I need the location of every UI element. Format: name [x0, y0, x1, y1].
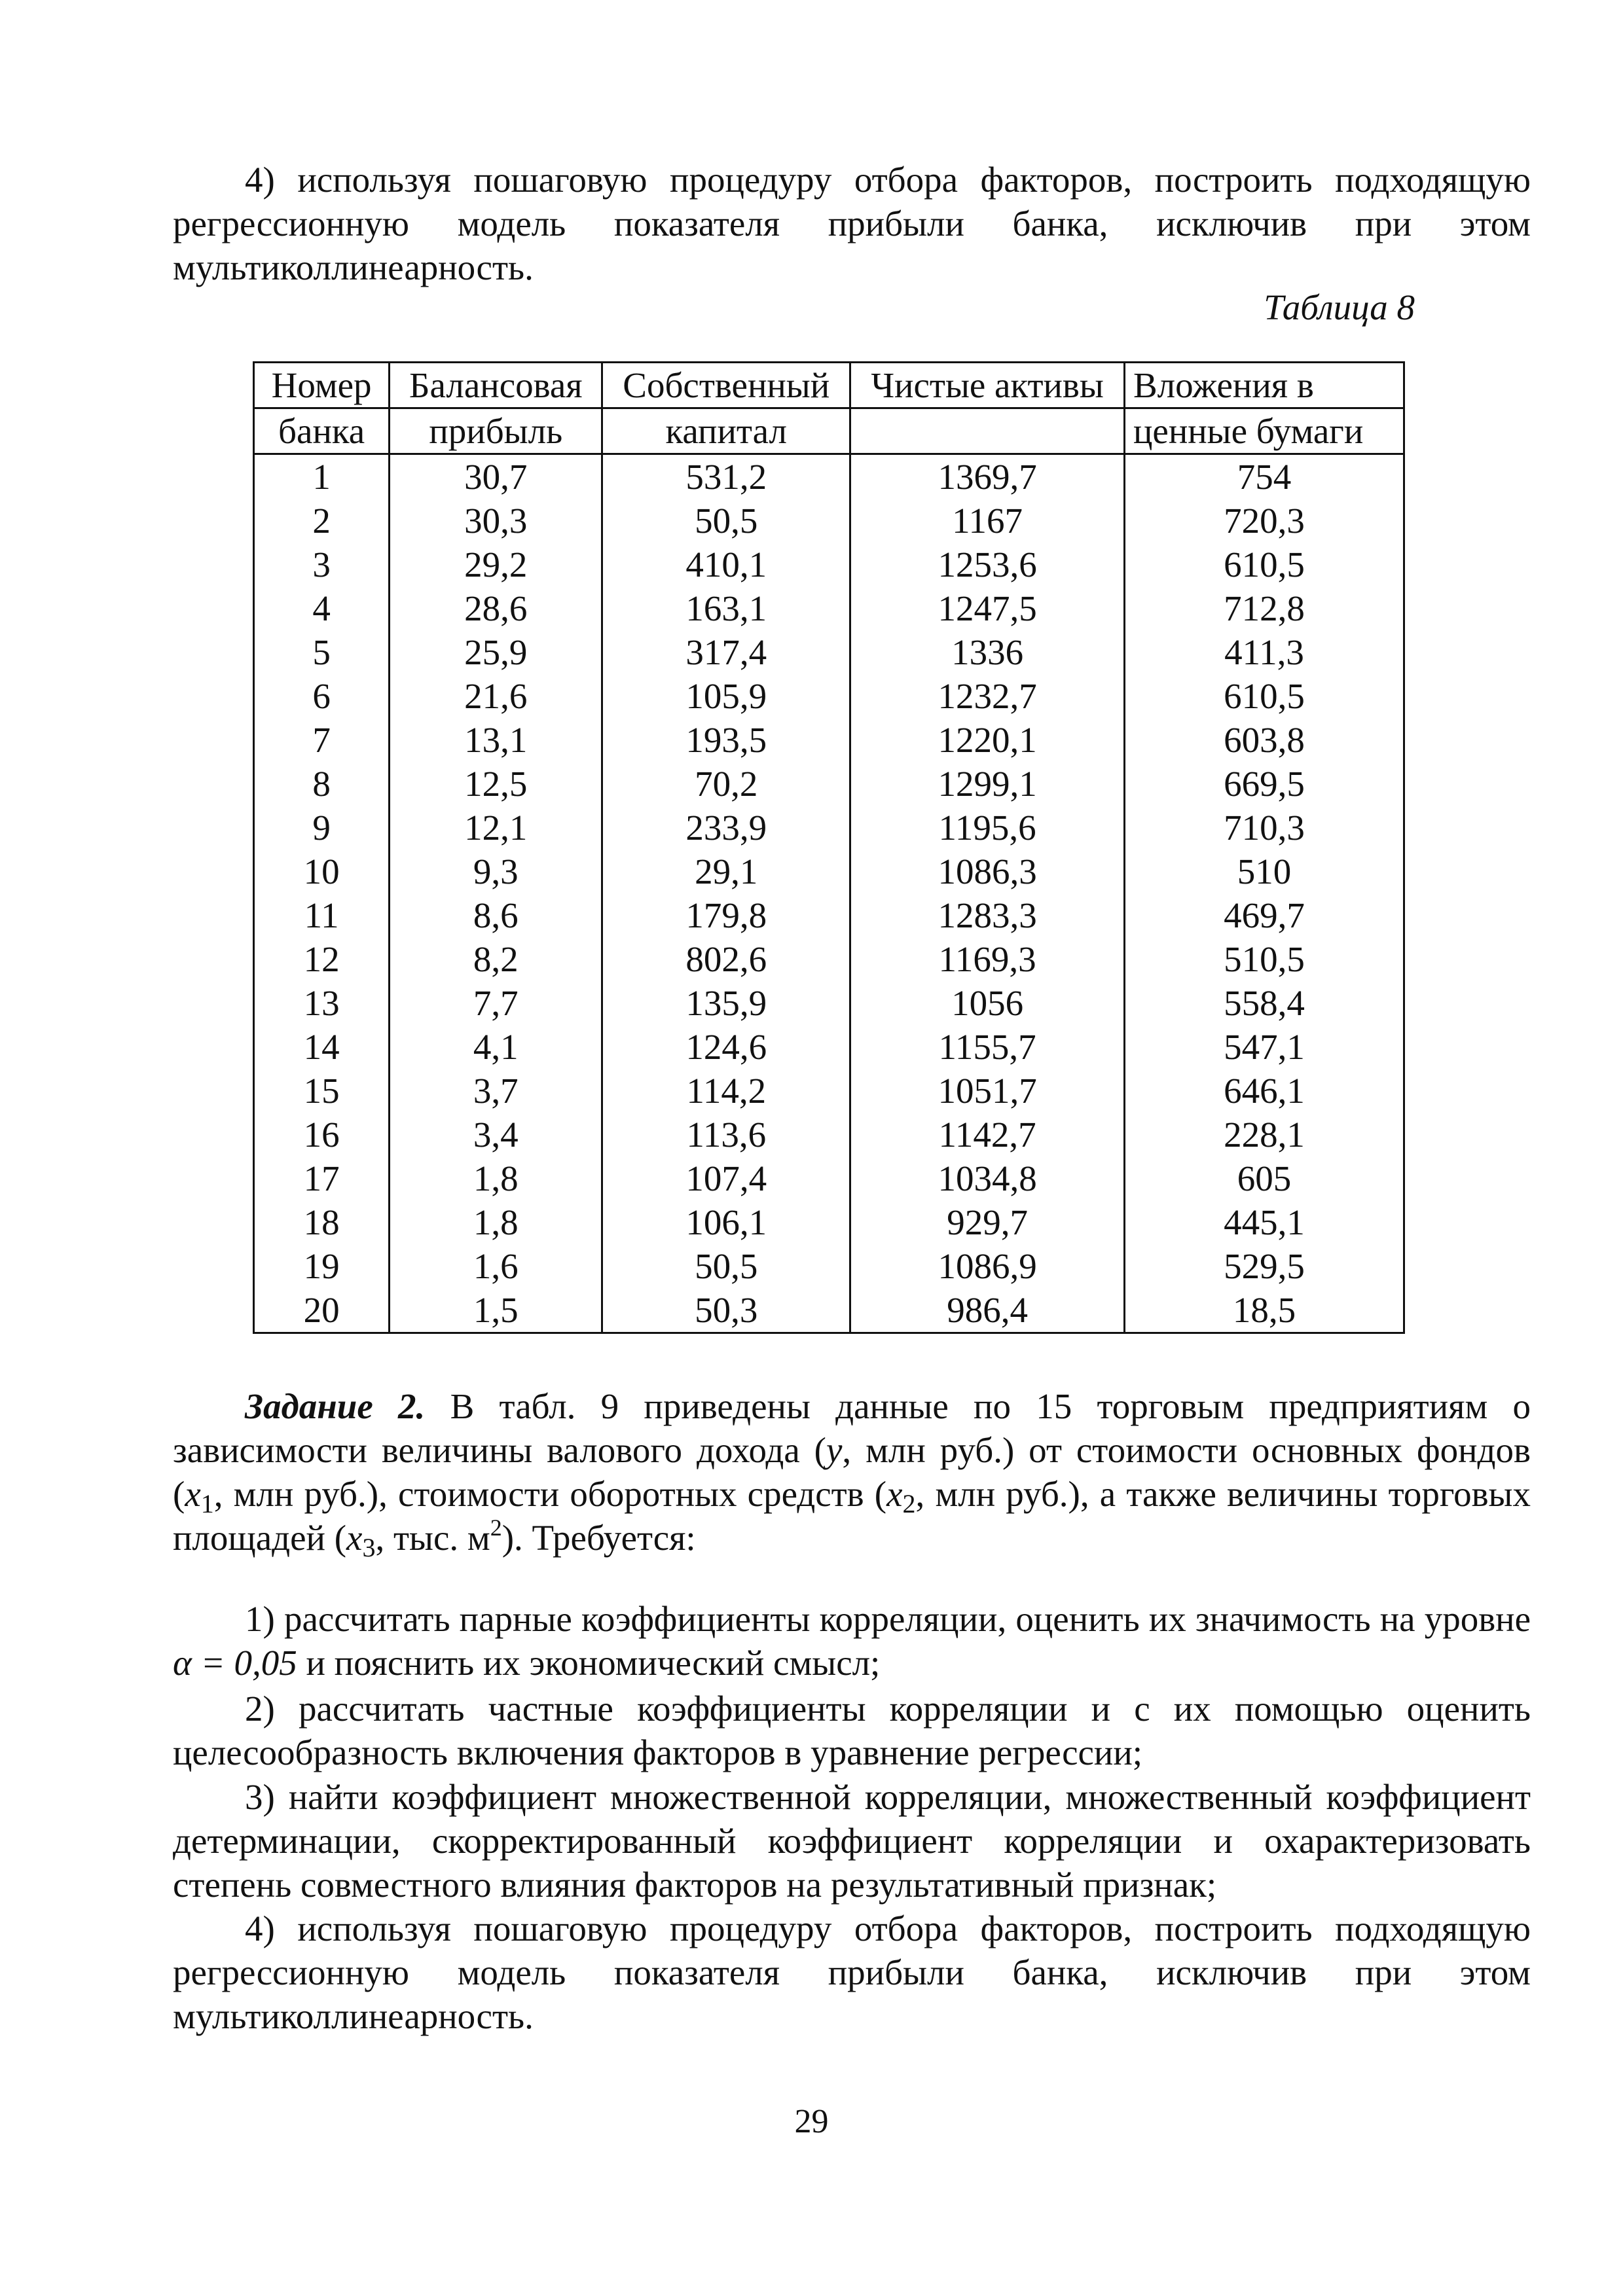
- cell-bank-number: 15: [254, 1069, 390, 1113]
- cell-own-capital: 107,4: [602, 1157, 850, 1200]
- intro-number: 4): [245, 160, 275, 200]
- cell-own-capital: 410,1: [602, 543, 850, 586]
- cell-bank-number: 14: [254, 1025, 390, 1069]
- cell-net-assets: 1056: [850, 981, 1125, 1025]
- cell-securities: 710,3: [1124, 806, 1404, 850]
- var-y: y: [826, 1430, 843, 1470]
- cell-net-assets: 1155,7: [850, 1025, 1125, 1069]
- cell-own-capital: 70,2: [602, 762, 850, 806]
- cell-own-capital: 124,6: [602, 1025, 850, 1069]
- cell-own-capital: 233,9: [602, 806, 850, 850]
- item-number: 3): [245, 1777, 275, 1817]
- cell-balance-profit: 9,3: [390, 850, 602, 893]
- cell-securities: 646,1: [1124, 1069, 1404, 1113]
- item-number: 4): [245, 1909, 275, 1948]
- cell-securities: 603,8: [1124, 718, 1404, 762]
- cell-balance-profit: 1,8: [390, 1157, 602, 1200]
- cell-own-capital: 317,4: [602, 630, 850, 674]
- header-own-capital-line2: капитал: [602, 408, 850, 454]
- alpha-value: α = 0,05: [173, 1643, 297, 1683]
- cell-net-assets: 1253,6: [850, 543, 1125, 586]
- table-row: [254, 937, 1404, 981]
- cell-bank-number: 2: [254, 499, 390, 543]
- cell-net-assets: 1369,7: [850, 454, 1125, 499]
- table-row: [254, 718, 1404, 762]
- cell-net-assets: 1283,3: [850, 893, 1125, 937]
- cell-securities: 469,7: [1124, 893, 1404, 937]
- table-row: [254, 893, 1404, 937]
- cell-securities: 558,4: [1124, 981, 1404, 1025]
- cell-own-capital: 193,5: [602, 718, 850, 762]
- cell-bank-number: 6: [254, 674, 390, 718]
- item-text: и пояснить их экономический смысл;: [297, 1643, 881, 1683]
- cell-securities: 605: [1124, 1157, 1404, 1200]
- cell-own-capital: 50,5: [602, 1244, 850, 1288]
- header-bank-number-line2: банка: [254, 408, 390, 454]
- cell-securities: 712,8: [1124, 586, 1404, 630]
- cell-own-capital: 50,5: [602, 499, 850, 543]
- cell-bank-number: 13: [254, 981, 390, 1025]
- table-row: [254, 543, 1404, 586]
- table-row: [254, 454, 1404, 499]
- cell-securities: 18,5: [1124, 1288, 1404, 1333]
- cell-own-capital: 105,9: [602, 674, 850, 718]
- header-securities: Вложения в: [1124, 363, 1404, 408]
- table-row: [254, 1025, 1404, 1069]
- unit-sup: 2: [490, 1515, 502, 1541]
- cell-bank-number: 19: [254, 1244, 390, 1288]
- cell-balance-profit: 8,6: [390, 893, 602, 937]
- cell-bank-number: 20: [254, 1288, 390, 1333]
- table-row: [254, 981, 1404, 1025]
- table-row: [254, 850, 1404, 893]
- header-securities-line2: ценные бумаги: [1124, 408, 1404, 454]
- cell-balance-profit: 12,5: [390, 762, 602, 806]
- header-own-capital: Собственный: [602, 363, 850, 408]
- table-row: [254, 762, 1404, 806]
- cell-own-capital: 106,1: [602, 1200, 850, 1244]
- cell-net-assets: 1051,7: [850, 1069, 1125, 1113]
- cell-own-capital: 114,2: [602, 1069, 850, 1113]
- task2-item-2: [173, 1687, 1531, 1774]
- page-number: 29: [794, 2103, 829, 2140]
- task2-item-4: [173, 1907, 1531, 2038]
- cell-own-capital: 50,3: [602, 1288, 850, 1333]
- cell-own-capital: 135,9: [602, 981, 850, 1025]
- cell-own-capital: 802,6: [602, 937, 850, 981]
- table-header-row: [254, 363, 1404, 408]
- item-number: 2): [245, 1689, 275, 1729]
- cell-securities: 720,3: [1124, 499, 1404, 543]
- item-number: 1): [245, 1599, 275, 1639]
- cell-own-capital: 163,1: [602, 586, 850, 630]
- table-row: [254, 674, 1404, 718]
- var-x3: x: [346, 1518, 363, 1558]
- cell-own-capital: 29,1: [602, 850, 850, 893]
- cell-securities: 228,1: [1124, 1113, 1404, 1157]
- cell-balance-profit: 3,7: [390, 1069, 602, 1113]
- cell-net-assets: 1167: [850, 499, 1125, 543]
- cell-bank-number: 11: [254, 893, 390, 937]
- header-net-assets: Чистые активы: [850, 363, 1125, 408]
- cell-net-assets: 986,4: [850, 1288, 1125, 1333]
- cell-net-assets: 1232,7: [850, 674, 1125, 718]
- cell-own-capital: 179,8: [602, 893, 850, 937]
- table-row: [254, 806, 1404, 850]
- table-row: [254, 1288, 1404, 1333]
- var-x2: x: [886, 1474, 903, 1514]
- cell-securities: 610,5: [1124, 674, 1404, 718]
- task2-text: , млн руб.), а также величины торговых площадей (: [173, 1474, 1531, 1558]
- cell-balance-profit: 25,9: [390, 630, 602, 674]
- cell-balance-profit: 3,4: [390, 1113, 602, 1157]
- table-row: [254, 1244, 1404, 1288]
- item-text: найти коэффициент множественной корреляции, множественный коэффициент детерминации, скорректированный коэффициент корреляции и охарактеризовать степень совместного влияния факторов на результативный признак;: [173, 1777, 1531, 1905]
- cell-net-assets: 1247,5: [850, 586, 1125, 630]
- cell-bank-number: 18: [254, 1200, 390, 1244]
- table-row: [254, 1069, 1404, 1113]
- task2-intro: [173, 1384, 1531, 1560]
- cell-net-assets: 1034,8: [850, 1157, 1125, 1200]
- task2-item-3: [173, 1775, 1531, 1907]
- cell-bank-number: 4: [254, 586, 390, 630]
- cell-balance-profit: 1,5: [390, 1288, 602, 1333]
- task2-text: ). Требуется:: [501, 1518, 696, 1558]
- task2-text: , млн руб.) от стоимости основных фондов (: [173, 1430, 1531, 1514]
- cell-securities: 754: [1124, 454, 1404, 499]
- var-x2-sub: 2: [902, 1489, 916, 1518]
- cell-balance-profit: 13,1: [390, 718, 602, 762]
- cell-balance-profit: 30,7: [390, 454, 602, 499]
- cell-securities: 510: [1124, 850, 1404, 893]
- cell-net-assets: 929,7: [850, 1200, 1125, 1244]
- table-row: [254, 1157, 1404, 1200]
- cell-bank-number: 17: [254, 1157, 390, 1200]
- cell-net-assets: 1195,6: [850, 806, 1125, 850]
- cell-balance-profit: 28,6: [390, 586, 602, 630]
- cell-balance-profit: 1,8: [390, 1200, 602, 1244]
- item-text: рассчитать парные коэффициенты корреляции, оценить их значимость на уровне: [283, 1599, 1531, 1639]
- cell-bank-number: 3: [254, 543, 390, 586]
- table-row: [254, 586, 1404, 630]
- task2-title: Задание 2.: [245, 1386, 426, 1426]
- table-header-row: [254, 408, 1404, 454]
- cell-securities: 610,5: [1124, 543, 1404, 586]
- cell-net-assets: 1336: [850, 630, 1125, 674]
- cell-bank-number: 7: [254, 718, 390, 762]
- cell-securities: 547,1: [1124, 1025, 1404, 1069]
- table-row: [254, 499, 1404, 543]
- cell-bank-number: 9: [254, 806, 390, 850]
- cell-bank-number: 12: [254, 937, 390, 981]
- cell-bank-number: 1: [254, 454, 390, 499]
- bank-data-table: [253, 361, 1405, 1334]
- cell-bank-number: 16: [254, 1113, 390, 1157]
- cell-balance-profit: 4,1: [390, 1025, 602, 1069]
- intro-text: используя пошаговую процедуру отбора факторов, построить подходящую регрессионную модель показателя прибыли банка, исключив при этом мультиколлинеарность.: [173, 160, 1531, 287]
- cell-bank-number: 8: [254, 762, 390, 806]
- cell-net-assets: 1086,9: [850, 1244, 1125, 1288]
- cell-securities: 529,5: [1124, 1244, 1404, 1288]
- table-body: [254, 454, 1404, 1333]
- cell-bank-number: 5: [254, 630, 390, 674]
- table-row: [254, 630, 1404, 674]
- cell-balance-profit: 1,6: [390, 1244, 602, 1288]
- cell-balance-profit: 30,3: [390, 499, 602, 543]
- cell-net-assets: 1142,7: [850, 1113, 1125, 1157]
- var-x3-sub: 3: [362, 1533, 376, 1562]
- cell-balance-profit: 7,7: [390, 981, 602, 1025]
- task2-text: , млн руб.), стоимости оборотных средств (: [213, 1474, 887, 1514]
- cell-own-capital: 531,2: [602, 454, 850, 499]
- cell-securities: 669,5: [1124, 762, 1404, 806]
- intro-paragraph: [173, 158, 1531, 289]
- cell-balance-profit: 29,2: [390, 543, 602, 586]
- cell-net-assets: 1299,1: [850, 762, 1125, 806]
- cell-net-assets: 1169,3: [850, 937, 1125, 981]
- table-row: [254, 1200, 1404, 1244]
- cell-securities: 510,5: [1124, 937, 1404, 981]
- item-text: используя пошаговую процедуру отбора факторов, построить подходящую регрессионную модель показателя прибыли банка, исключив при этом мультиколлинеарность.: [173, 1909, 1531, 2036]
- item-text: рассчитать частные коэффициенты корреляции и с их помощью оценить целесообразность включения факторов в уравнение регрессии;: [173, 1689, 1531, 1772]
- header-balance-profit: Балансовая: [390, 363, 602, 408]
- task2-text: В табл. 9 приведены данные по 15 торговым предприятиям о зависимости величины валового дохода (: [173, 1386, 1531, 1470]
- cell-balance-profit: 8,2: [390, 937, 602, 981]
- header-balance-profit-line2: прибыль: [390, 408, 602, 454]
- cell-securities: 411,3: [1124, 630, 1404, 674]
- cell-net-assets: 1086,3: [850, 850, 1125, 893]
- task2-text: , тыс. м: [375, 1518, 490, 1558]
- task2-item-1: [173, 1597, 1531, 1685]
- header-net-assets-line2: [850, 408, 1125, 454]
- cell-net-assets: 1220,1: [850, 718, 1125, 762]
- cell-own-capital: 113,6: [602, 1113, 850, 1157]
- var-x1-sub: 1: [200, 1489, 214, 1518]
- cell-securities: 445,1: [1124, 1200, 1404, 1244]
- table-caption: Таблица 8: [1264, 287, 1415, 327]
- var-x1: x: [185, 1474, 201, 1514]
- table-row: [254, 1113, 1404, 1157]
- cell-bank-number: 10: [254, 850, 390, 893]
- header-bank-number: Номер: [254, 363, 390, 408]
- cell-balance-profit: 12,1: [390, 806, 602, 850]
- cell-balance-profit: 21,6: [390, 674, 602, 718]
